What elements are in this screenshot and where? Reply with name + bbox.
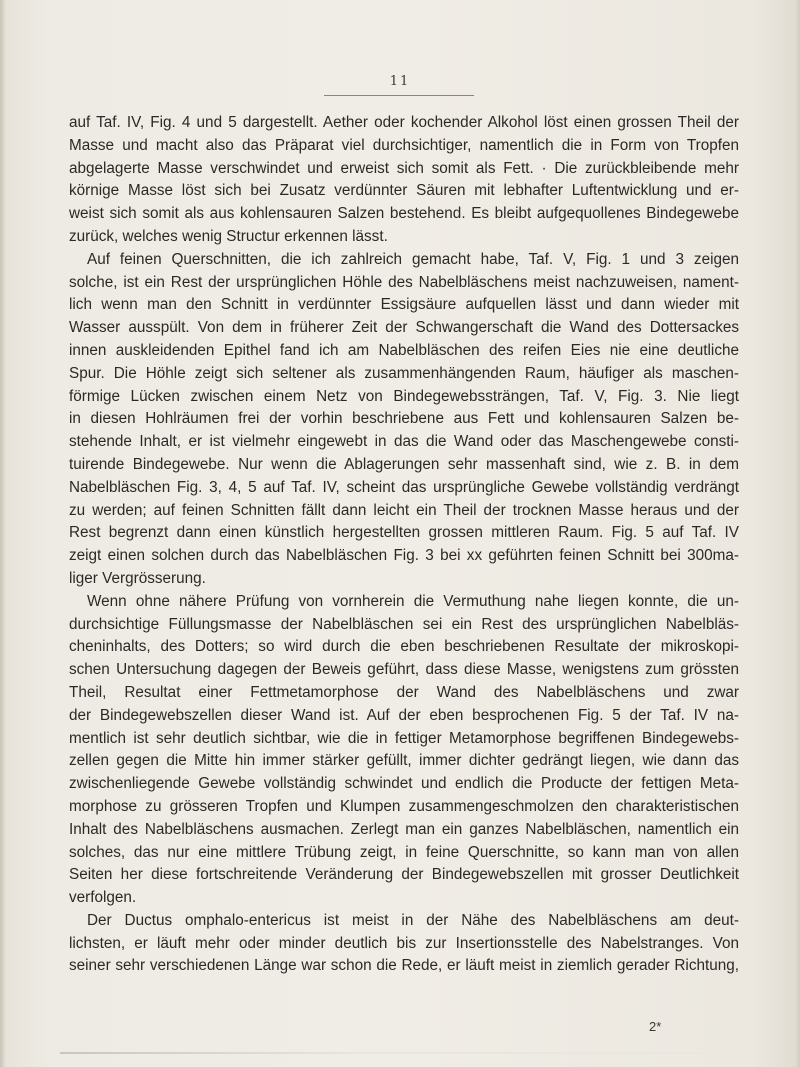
page-number: 11 <box>389 74 411 89</box>
text-line: solche, ist ein Rest der ursprünglichen Höhle des Nabelbläschens meist nachzuweisen, nament- <box>69 273 739 291</box>
header-rule <box>324 95 474 96</box>
text-line: tuirende Bindegewebe. Nur wenn die Ablagerungen sehr massenhaft sind, wie z. B. in dem <box>69 455 739 473</box>
text-line: zellen gegen die Mitte hin immer stärker gefüllt, immer dichter gedrängt liegen, wie dann das <box>69 752 739 770</box>
text-line: Wasser ausspült. Von dem in früherer Zeit der Schwangerschaft die Wand des Dottersackes <box>69 319 739 337</box>
text-line: Nabelbläschen Fig. 3, 4, 5 auf Taf. IV, scheint das ursprüngliche Gewebe vollständig verdrängt <box>69 478 739 496</box>
text-line: zu werden; auf feinen Schnitten fällt dann leicht ein Theil der trocknen Masse heraus und der <box>69 501 739 519</box>
text-line: zwischenliegende Gewebe vollständig schwindet und endlich die Producte der fettigen Meta- <box>69 775 739 793</box>
text-line: liger Vergrösserung. <box>69 569 206 587</box>
text-line: körnige Masse löst sich bei Zusatz verdünnter Säuren mit lebhafter Luftentwicklung und er- <box>69 182 739 200</box>
text-line: cheninhalts, des Dotters; so wird durch die eben beschriebenen Resultate der mikroskopi- <box>69 638 739 656</box>
text-line: zurück, welches wenig Structur erkennen lässt. <box>69 227 388 245</box>
bottom-scan-mark <box>60 1052 800 1054</box>
text-line: lich wenn man den Schnitt in verdünnter Essigsäure aufquellen lässt und dann wieder mit <box>69 296 739 314</box>
text-line: stehende Inhalt, er ist vielmehr eingewebt in das die Wand oder das Maschengewebe consti- <box>69 433 739 451</box>
text-line: Rest begrenzt dann einen künstlich hergestellten grossen mittleren Raum. Fig. 5 auf Taf. IV <box>69 524 739 542</box>
text-line: mentlich ist sehr deutlich sichtbar, wie die in fettiger Metamorphose begriffenen Bindegewebs- <box>69 729 739 747</box>
text-line: weist sich somit als aus kohlensauren Salzen bestehend. Es bleibt aufgequollenes Bindegewebe <box>69 205 739 223</box>
text-line: Seiten her diese fortschreitende Veränderung der Bindegewebszellen mit grosser Deutlichkeit <box>69 866 739 884</box>
text-line: zeigt einen solchen durch das Nabelbläschen Fig. 3 bei xx geführten feinen Schnitt bei 300ma- <box>69 547 739 565</box>
text-line: der Bindegewebszellen dieser Wand ist. Auf der eben besprochenen Fig. 5 der Taf. IV na- <box>69 706 739 724</box>
text-line: durchsichtige Füllungsmasse der Nabelbläschen sei ein Rest des ursprünglichen Nabelbläs- <box>69 615 739 633</box>
text-line: Wenn ohne nähere Prüfung von vornherein die Vermuthung nahe liegen konnte, die un- <box>87 592 739 610</box>
text-line: Auf feinen Querschnitten, die ich zahlreich gemacht habe, Taf. V, Fig. 1 und 3 zeigen <box>87 250 739 268</box>
text-line: verfolgen. <box>69 889 137 907</box>
text-line: innen auskleidenden Epithel fand ich am Nabelbläschen des reifen Eies nie eine deutliche <box>69 341 739 359</box>
signature-mark: 2* <box>649 1019 662 1034</box>
text-line: auf Taf. IV, Fig. 4 und 5 dargestellt. Aether oder kochender Alkohol löst einen grossen Theil der <box>69 114 739 131</box>
text-line: Spur. Die Höhle zeigt sich seltener als zusammenhängenden Raum, häufiger als maschen- <box>69 364 739 382</box>
text-line: seiner sehr verschiedenen Länge war schon die Rede, er läuft meist in ziemlich gerader Richtung, <box>69 957 739 975</box>
page-right-edge <box>795 0 800 1067</box>
text-line: Theil, Resultat einer Fettmetamorphose der Wand des Nabelbläschens und zwar <box>69 683 739 701</box>
text-line: Der Ductus omphalo-entericus ist meist in der Nähe des Nabelbläschens am deut- <box>87 911 739 929</box>
text-line: abgelagerte Masse verschwindet und erweist sich somit als Fett. · Die zurückbleibende mehr <box>69 159 739 177</box>
page-left-edge <box>0 0 6 1067</box>
text-line: in diesen Hohlräumen frei der vorhin beschriebene aus Fett und kohlensauren Salzen be- <box>69 410 739 428</box>
text-line: förmige Lücken zwischen einem Netz von Bindegewebssträngen, Taf. V, Fig. 3. Nie liegt <box>69 387 739 405</box>
text-line: morphose zu grösseren Tropfen und Klumpen zusammengeschmolzen den charakteristischen <box>69 797 739 815</box>
text-line: lichsten, er läuft mehr oder minder deutlich bis zur Insertionsstelle des Nabelstranges. Von <box>69 934 739 952</box>
text-line: solches, das nur eine mittlere Trübung zeigt, in feine Querschnitte, so kann man von allen <box>69 843 739 861</box>
text-line: Inhalt des Nabelbläschens ausmachen. Zerlegt man ein ganzes Nabelbläschen, namentlich ein <box>69 820 739 838</box>
text-line: schen Untersuchung dagegen der Beweis geführt, dass diese Masse, wenigstens zum grössten <box>69 661 739 679</box>
body-text <box>69 112 739 978</box>
text-line: Masse und macht also das Präparat viel durchsichtiger, namentlich die in Form von Tropfen <box>69 136 739 154</box>
